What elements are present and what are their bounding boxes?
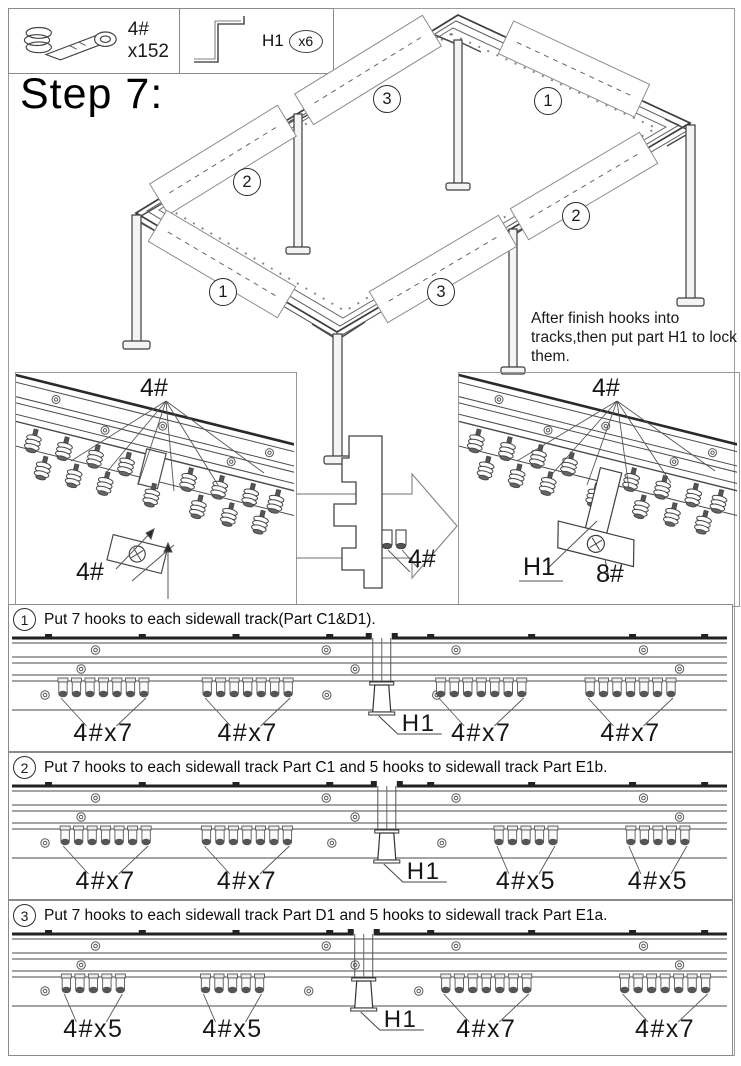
svg-text:4#x7: 4#x7 bbox=[635, 1015, 696, 1043]
detail-left-top-label: 4# bbox=[140, 374, 168, 402]
detail-right-h1-label: H1 bbox=[523, 553, 555, 581]
svg-text:H1: H1 bbox=[401, 710, 436, 737]
track-diagram bbox=[9, 631, 732, 749]
panel-marker: 1 bbox=[534, 87, 562, 115]
svg-text:4#x7: 4#x7 bbox=[456, 1015, 517, 1043]
svg-text:H1: H1 bbox=[406, 858, 441, 885]
svg-text:4#x5: 4#x5 bbox=[495, 867, 557, 895]
note-text: After finish hooks into tracks,then put part H1 to lock them. bbox=[531, 310, 737, 366]
substep-header bbox=[9, 901, 732, 927]
substep-instruction: Put 7 hooks to each sidewall track(Part C1&D1). bbox=[44, 610, 376, 628]
detail-left-bottom-label: 4# bbox=[76, 558, 104, 586]
substep-instruction: Put 7 hooks to each sidewall track Part D1 and 5 hooks to sidewall track Part E1a. bbox=[44, 906, 608, 924]
detail-left-box bbox=[15, 372, 297, 607]
svg-text:4#x5: 4#x5 bbox=[202, 1015, 263, 1043]
bracket-part-number: H1 bbox=[262, 31, 284, 50]
track-profile bbox=[334, 436, 382, 588]
panel-marker: 3 bbox=[373, 85, 401, 113]
svg-text:4#x7: 4#x7 bbox=[75, 867, 136, 895]
hook-part-number: 4# bbox=[127, 19, 149, 41]
svg-text:4#x7: 4#x7 bbox=[451, 719, 512, 747]
substep-header bbox=[9, 605, 732, 631]
panel-marker: 1 bbox=[209, 278, 237, 306]
substep-row-2 bbox=[8, 752, 733, 900]
detail-right-screw-label: 8# bbox=[596, 560, 624, 588]
substep-number: 3 bbox=[13, 904, 36, 927]
detail-middle-label: 4# bbox=[408, 545, 436, 573]
substep-header bbox=[9, 753, 732, 779]
track-diagram bbox=[9, 927, 732, 1047]
svg-text:4#x5: 4#x5 bbox=[627, 867, 689, 895]
substep-row-3 bbox=[8, 900, 733, 1056]
svg-text:4#x5: 4#x5 bbox=[63, 1015, 124, 1043]
step-title: Step 7: bbox=[20, 70, 164, 118]
cross-section-diagram bbox=[294, 430, 484, 610]
hook-part-qty: x152 bbox=[127, 41, 169, 62]
svg-text:4#x7: 4#x7 bbox=[216, 867, 278, 895]
svg-text:4#x7: 4#x7 bbox=[217, 719, 278, 747]
substep-number: 2 bbox=[13, 756, 36, 779]
panel-marker: 2 bbox=[233, 168, 261, 196]
substep-row-1 bbox=[8, 604, 733, 752]
bracket-qty-badge: x6 bbox=[289, 30, 323, 53]
svg-text:H1: H1 bbox=[383, 1006, 418, 1033]
panel-marker: 3 bbox=[427, 278, 455, 306]
svg-text:4#x7: 4#x7 bbox=[73, 719, 134, 747]
svg-text:4#x7: 4#x7 bbox=[600, 719, 661, 747]
detail-left-diagram bbox=[16, 373, 294, 604]
substep-instruction: Put 7 hooks to each sidewall track Part C1 and 5 hooks to sidewall track Part E1b. bbox=[44, 758, 608, 776]
substep-number: 1 bbox=[13, 608, 36, 631]
track-diagram bbox=[9, 779, 732, 897]
detail-right-top-label: 4# bbox=[592, 374, 620, 402]
panel-marker: 2 bbox=[562, 202, 590, 230]
